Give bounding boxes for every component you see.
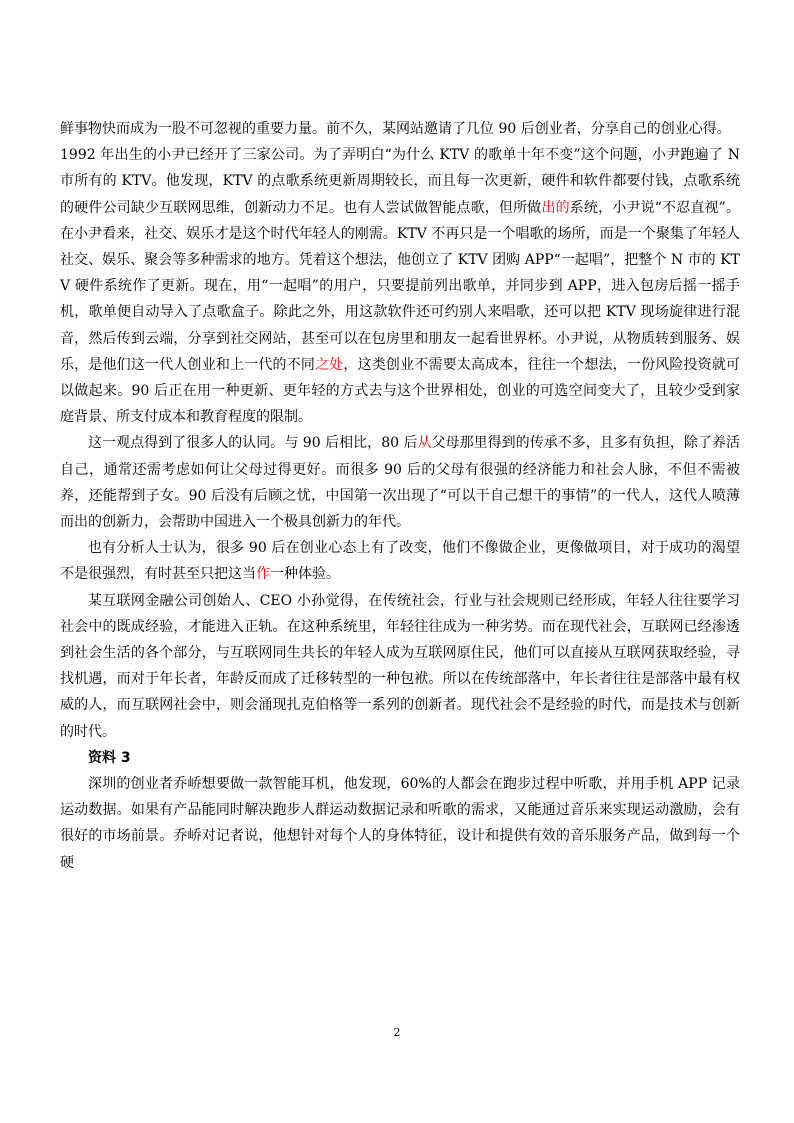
paragraph xyxy=(60,771,740,876)
paragraph xyxy=(60,535,740,587)
text-run: 深圳的创业者乔峤想要做一款智能耳机，他发现，60%的人都会在跑步过程中听歌，并用手机 APP 记录运动数据。如果有产品能同时解决跑步人群运动数据记录和听歌的需求，又能通过音乐来实现运动激励，会有很好的市场前景。乔峤对记者说，他想针对每个人的身体特征，设计和提供有效的音乐服务产品，做到每一个硬 xyxy=(60,776,740,871)
paragraph xyxy=(60,116,740,142)
text-run: 1992 年出生的小尹已经开了三家公司。为了弄明白“为什么 KTV 的歌单十年不变”这个问题，小尹跑遍了 N 市所有的 KTV。他发现，KTV 的点歌系统更新周期较长，而且每一次更新，硬件和软件都要付钱，点歌系统的硬件公司缺少互联网思维，创新动力不足。也有人尝试做智能点歌，但所做 xyxy=(60,147,740,216)
text-run: ，这类创业不需要太高成本，往往一个想法，一份风险投资就可以做起来。90 后正在用一种更新、更年轻的方式去与这个世界相处，创业的可选空间变大了，且较少受到家庭背景、所支付成本和教育程度的限制。 xyxy=(60,356,741,426)
text-run: 父母那里得到的传承不多，且多有负担，除了养活自己，通常还需考虑如何让父母过得更好。而很多 90 后的父母有很强的经济能力和社会人脉，不但不需被养，还能帮到子女。90 后没有后顾之忧，中国第一次出现了“可以干自己想干的事情”的一代人，这代人喷薄而出的创新力，会帮助中国进入一个极具创新力的年代。 xyxy=(60,435,741,531)
highlighted-text: 出的 xyxy=(541,199,570,216)
text-run: 一种体验。 xyxy=(270,566,340,583)
text-run: 也有分析人士认为，很多 90 后在创业心态上有了改变，他们不像做企业，更像做项目，对于成功的渴望不是很强烈，有时甚至只把这当 xyxy=(60,540,740,583)
text-run: 鲜事物快而成为一股不可忽视的重要力量。前不久，某网站邀请了几位 90 后创业者，分享自己的创业心得。 xyxy=(60,121,731,137)
body-text xyxy=(60,116,740,876)
page-number: 2 xyxy=(393,1026,401,1039)
paragraph xyxy=(60,142,740,430)
text-run: 这一观点得到了很多人的认同。与 90 后相比，80 后 xyxy=(88,435,418,452)
section-heading: 资料 3 xyxy=(88,749,131,766)
highlighted-text: 作 xyxy=(256,566,270,583)
highlighted-text: 之处 xyxy=(315,356,344,373)
text-run: 系统，小尹说“不忍直视”。在小尹看来，社交、娱乐才是这个时代年轻人的刚需。KTV 不再只是一个唱歌的场所，而是一个聚集了年轻人社交、娱乐、聚会等多种需求的地方。凭着这个想法，他创立了 KTV 团购 APP“一起唱”，把整个 N 市的 KTV 硬件系统作了更新。现在，用“一起唱”的用户，只要提前列出歌单，并同步到 APP，进入包房后摇一摇手机，歌单便自动导入了点歌盒子。除此之外，用这款软件还可约别人来唱歌，还可以把 KTV 现场旋律进行混音，然后传到云端，分享到社交网站，甚至可以在包房里和朋友一起看世界杯。小尹说，从物质转到服务、娱乐，是他们这一代人创业和上一代的不同 xyxy=(60,199,740,373)
text-run: 某互联网金融公司创始人、CEO 小孙觉得，在传统社会，行业与社会规则已经形成，年轻人往往要学习社会中的既成经验，才能进入正轨。在这种系统里，年轻往往成为一种劣势。而在现代社会，互联网已经渗透到社会生活的各个部分，与互联网同生共长的年轻人成为互联网原住民，他们可以直接从互联网获取经验，寻找机遇，而对于年长者，年龄反而成了迁移转型的一种包袱。所以在传统部落中，年长者往往是部落中最有权威的人，而互联网社会中，则会涌现扎克伯格等一系列的创新者。现代社会不是经验的时代，而是技术与创新的时代。 xyxy=(60,592,740,740)
highlighted-text: 从 xyxy=(417,435,432,452)
paragraph xyxy=(60,430,740,535)
paragraph xyxy=(60,588,740,745)
